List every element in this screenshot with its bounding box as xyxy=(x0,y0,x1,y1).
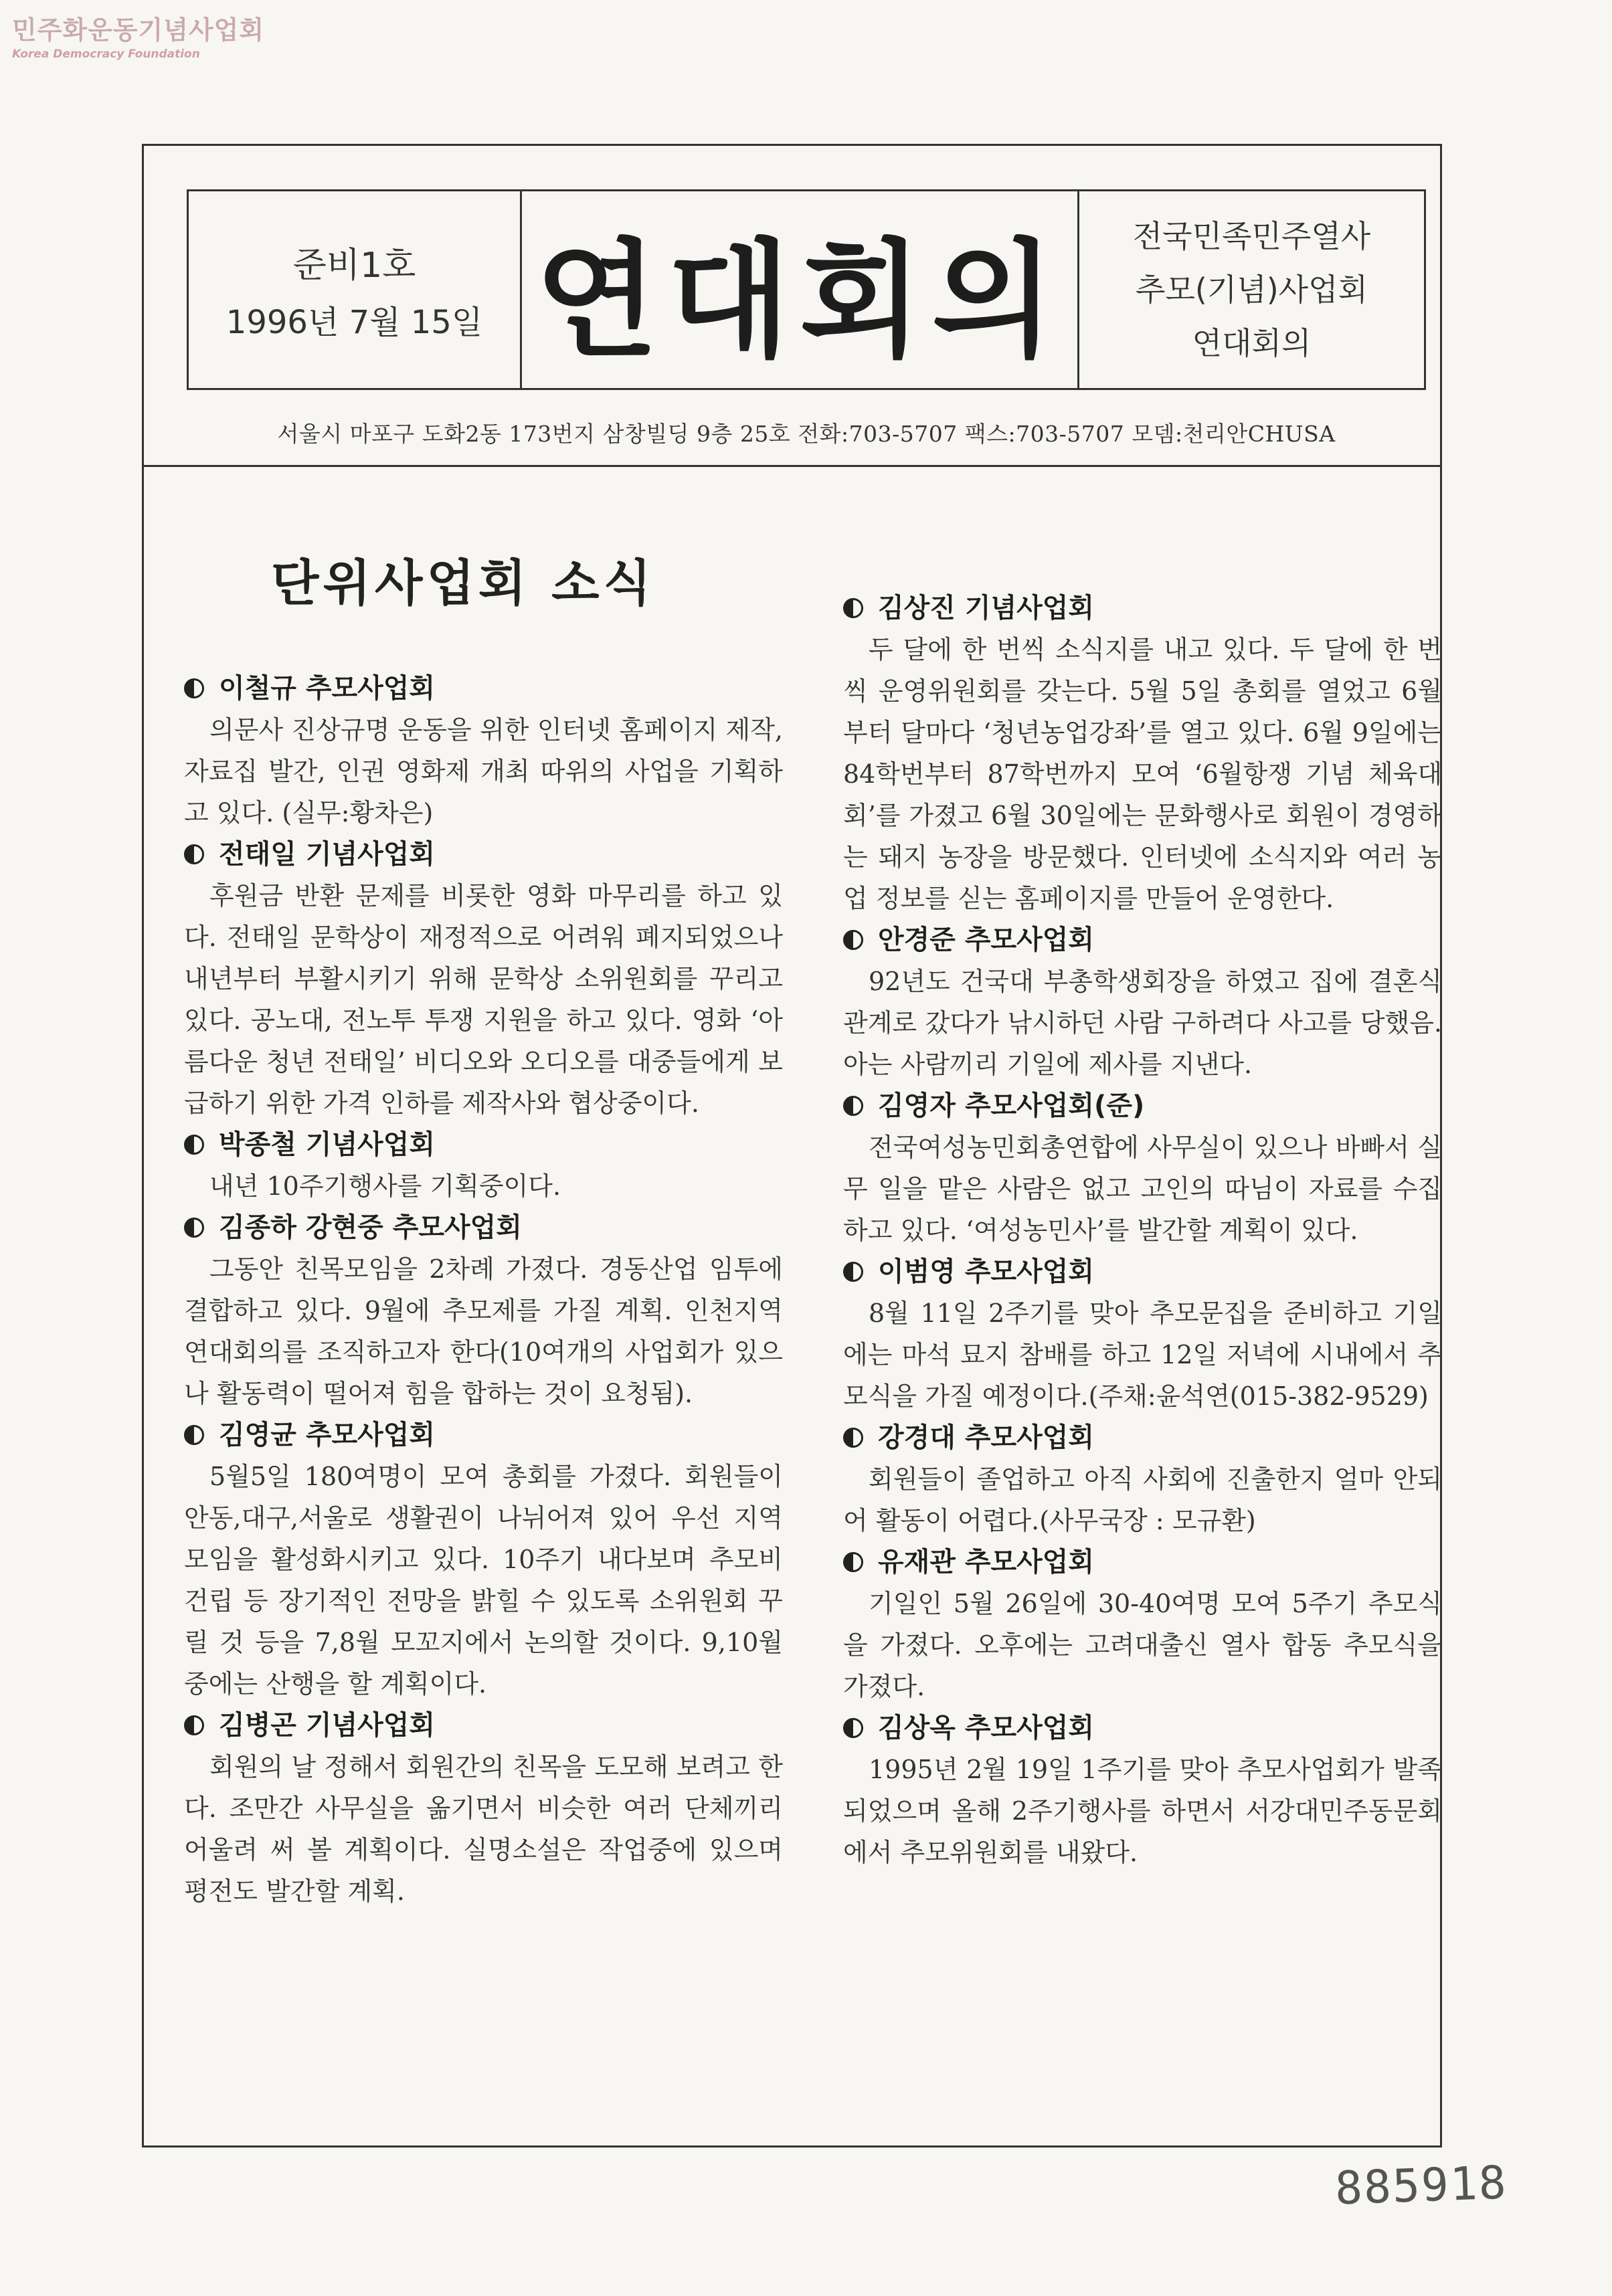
half-circle-bullet-icon xyxy=(843,930,863,950)
entry-title: 박종철 기념사업회 xyxy=(219,1129,436,1160)
left-column xyxy=(184,668,783,1912)
half-circle-bullet-icon xyxy=(184,1425,204,1445)
section-title: 단위사업회 소식 xyxy=(271,555,656,612)
entry-body: 기일인 5월 26일에 30-40여명 모여 5주기 추모식을 가졌다. 오후에는 고려대출신 열사 합동 추모식을 가졌다. xyxy=(843,1589,1442,1701)
header-divider xyxy=(144,465,1440,467)
half-circle-bullet-icon xyxy=(184,678,204,698)
masthead xyxy=(187,189,1426,390)
half-circle-bullet-icon xyxy=(184,844,204,864)
publisher-line-2: 추모(기념)사업회 xyxy=(1136,272,1368,308)
entry-ahn-gyeongjun xyxy=(843,919,1442,1085)
newsletter-title: 연대회의 xyxy=(535,225,1065,375)
half-circle-bullet-icon xyxy=(184,1715,204,1735)
half-circle-bullet-icon xyxy=(843,1718,863,1738)
entry-title: 김병곤 기념사업회 xyxy=(219,1710,436,1741)
entry-body: 두 달에 한 번씩 소식지를 내고 있다. 두 달에 한 번씩 운영위원회를 갖는다. 5월 5일 총회를 열었고 6월부터 달마다 ‘청년농업강좌’를 열고 있다. 6월 9일에는 84학번부터 87학번까지 모여 ‘6월항쟁 기념 체육대회’를 가졌고 6월 30일에는 문화행사로 회원이 경영하는 돼지 농장을 방문했다. 인터넷에 소식지와 여러 농업 정보를 싣는 홈페이지를 만들어 운영한다. xyxy=(843,635,1442,913)
entry-title: 이철규 추모사업회 xyxy=(219,673,436,704)
entry-body: 1995년 2월 19일 1주기를 맞아 추모사업회가 발족되었으며 올해 2주기행사를 하면서 서강대민주동문회에서 추모위원회를 내왔다. xyxy=(843,1755,1442,1867)
publisher-line-1: 전국민족민주열사 xyxy=(1132,218,1371,254)
entry-kim-yeongja xyxy=(843,1085,1442,1251)
half-circle-bullet-icon xyxy=(843,1262,863,1282)
entry-body: 5월5일 180여명이 모여 총회를 가졌다. 회원들이 안동,대구,서울로 생활권이 나뉘어져 있어 우선 지역 모임을 활성화시키고 있다. 10주기 내다보며 추모비 건립 등 장기적인 전망을 밝힐 수 있도록 소위원회 꾸릴 것 등을 7,8월 모꼬지에서 논의할 것이다. 9,10월 중에는 산행을 할 계획이다. xyxy=(184,1462,783,1699)
entry-body: 전국여성농민회총연합에 사무실이 있으나 바빠서 실무 일을 맡은 사람은 없고 고인의 따님이 자료를 수집하고 있다. ‘여성농민사’를 발간할 계획이 있다. xyxy=(843,1133,1442,1245)
entry-title: 이범영 추모사업회 xyxy=(878,1256,1095,1287)
entry-body: 회원의 날 정해서 회원간의 친목을 도모해 보려고 한다. 조만간 사무실을 옮기면서 비슷한 여러 단체끼리 어울려 써 볼 계획이다. 실명소설은 작업중에 있으며 평전도 발간할 계획. xyxy=(184,1752,783,1906)
entry-body: 그동안 친목모임을 2차례 가졌다. 경동산업 임투에 결합하고 있다. 9월에 추모제를 가질 계획. 인천지역 연대회의를 조직하고자 한다(10여개의 사업회가 있으나 활동력이 떨어져 힘을 합하는 것이 요청됨). xyxy=(184,1254,783,1408)
watermark-english: Korea Democracy Foundation xyxy=(12,47,200,61)
entry-kim-sangjin xyxy=(843,587,1442,919)
entry-lee-beomyeong xyxy=(843,1251,1442,1417)
entry-kim-yeonggyun xyxy=(184,1414,783,1705)
entry-title: 안경준 추모사업회 xyxy=(878,925,1095,955)
issue-date: 1996년 7월 15일 xyxy=(226,304,483,341)
entry-title: 김영자 추모사업회(준) xyxy=(878,1090,1145,1121)
entry-kang-gyeongdae xyxy=(843,1417,1442,1541)
entry-body: 회원들이 졸업하고 아직 사회에 진출한지 얼마 안되어 활동이 어렵다.(사무국장 : 모규환) xyxy=(843,1464,1442,1535)
archive-handwritten-number: 885918 xyxy=(1334,2156,1508,2216)
entry-park-jongcheol xyxy=(184,1124,783,1207)
entry-kim-byeonggon xyxy=(184,1705,783,1912)
entry-jeon-taeil xyxy=(184,834,783,1124)
entry-body: 의문사 진상규명 운동을 위한 인터넷 홈페이지 제작, 자료집 발간, 인권 영화제 개최 따위의 사업을 기획하고 있다. (실무:황차은) xyxy=(184,715,783,828)
entry-kim-sangok xyxy=(843,1707,1442,1873)
entry-title: 김영균 추모사업회 xyxy=(219,1420,436,1450)
issue-box xyxy=(189,191,522,388)
watermark-korean: 민주화운동기념사업회 xyxy=(12,15,265,45)
foundation-watermark xyxy=(12,9,264,61)
contact-address: 서울시 마포구 도화2동 173번지 삼창빌딩 9층 25호 전화:703-5707 팩스:703-5707 모뎀:천리안CHUSA xyxy=(277,421,1336,447)
publisher-box xyxy=(1079,191,1424,388)
entry-kim-jongha xyxy=(184,1207,783,1414)
entry-title: 강경대 추모사업회 xyxy=(878,1422,1095,1453)
half-circle-bullet-icon xyxy=(184,1135,204,1155)
entry-lee-cheolgyu xyxy=(184,668,783,834)
entry-body: 후원금 반환 문제를 비롯한 영화 마무리를 하고 있다. 전태일 문학상이 재정적으로 어려워 폐지되었으나 내년부터 부활시키기 위해 문학상 소위원회를 꾸리고 있다. 공노대, 전노투 투쟁 지원을 하고 있다. 영화 ‘아름다운 청년 전태일’ 비디오와 오디오를 대중들에게 보급하기 위한 가격 인하를 제작사와 협상중이다. xyxy=(184,881,783,1118)
entry-title: 김상옥 추모사업회 xyxy=(878,1713,1095,1743)
entry-title: 김상진 기념사업회 xyxy=(878,593,1095,624)
half-circle-bullet-icon xyxy=(184,1218,204,1238)
entry-yu-jaegwan xyxy=(843,1541,1442,1707)
entry-title: 김종하 강현중 추모사업회 xyxy=(219,1212,522,1243)
entry-body: 내년 10주기행사를 기획중이다. xyxy=(209,1171,561,1201)
publisher-line-3: 연대회의 xyxy=(1192,325,1312,361)
half-circle-bullet-icon xyxy=(843,1552,863,1572)
right-column xyxy=(843,587,1442,1873)
half-circle-bullet-icon xyxy=(843,1428,863,1448)
entry-body: 92년도 건국대 부총학생회장을 하였고 집에 결혼식 관계로 갔다가 낚시하던 사람 구하려다 사고를 당했음. 아는 사람끼리 기일에 제사를 지낸다. xyxy=(843,967,1442,1079)
entry-title: 전태일 기념사업회 xyxy=(219,839,436,870)
issue-number: 준비1호 xyxy=(292,246,416,286)
entry-title: 유재관 추모사업회 xyxy=(878,1547,1095,1577)
entry-body: 8월 11일 2주기를 맞아 추모문집을 준비하고 기일에는 마석 묘지 참배를 하고 12일 저녁에 시내에서 추모식을 가질 예정이다.(주채:윤석연(015-382-9529) xyxy=(843,1299,1442,1411)
half-circle-bullet-icon xyxy=(843,598,863,618)
half-circle-bullet-icon xyxy=(843,1096,863,1116)
newsletter-frame xyxy=(142,144,1442,2147)
title-box xyxy=(522,191,1079,388)
